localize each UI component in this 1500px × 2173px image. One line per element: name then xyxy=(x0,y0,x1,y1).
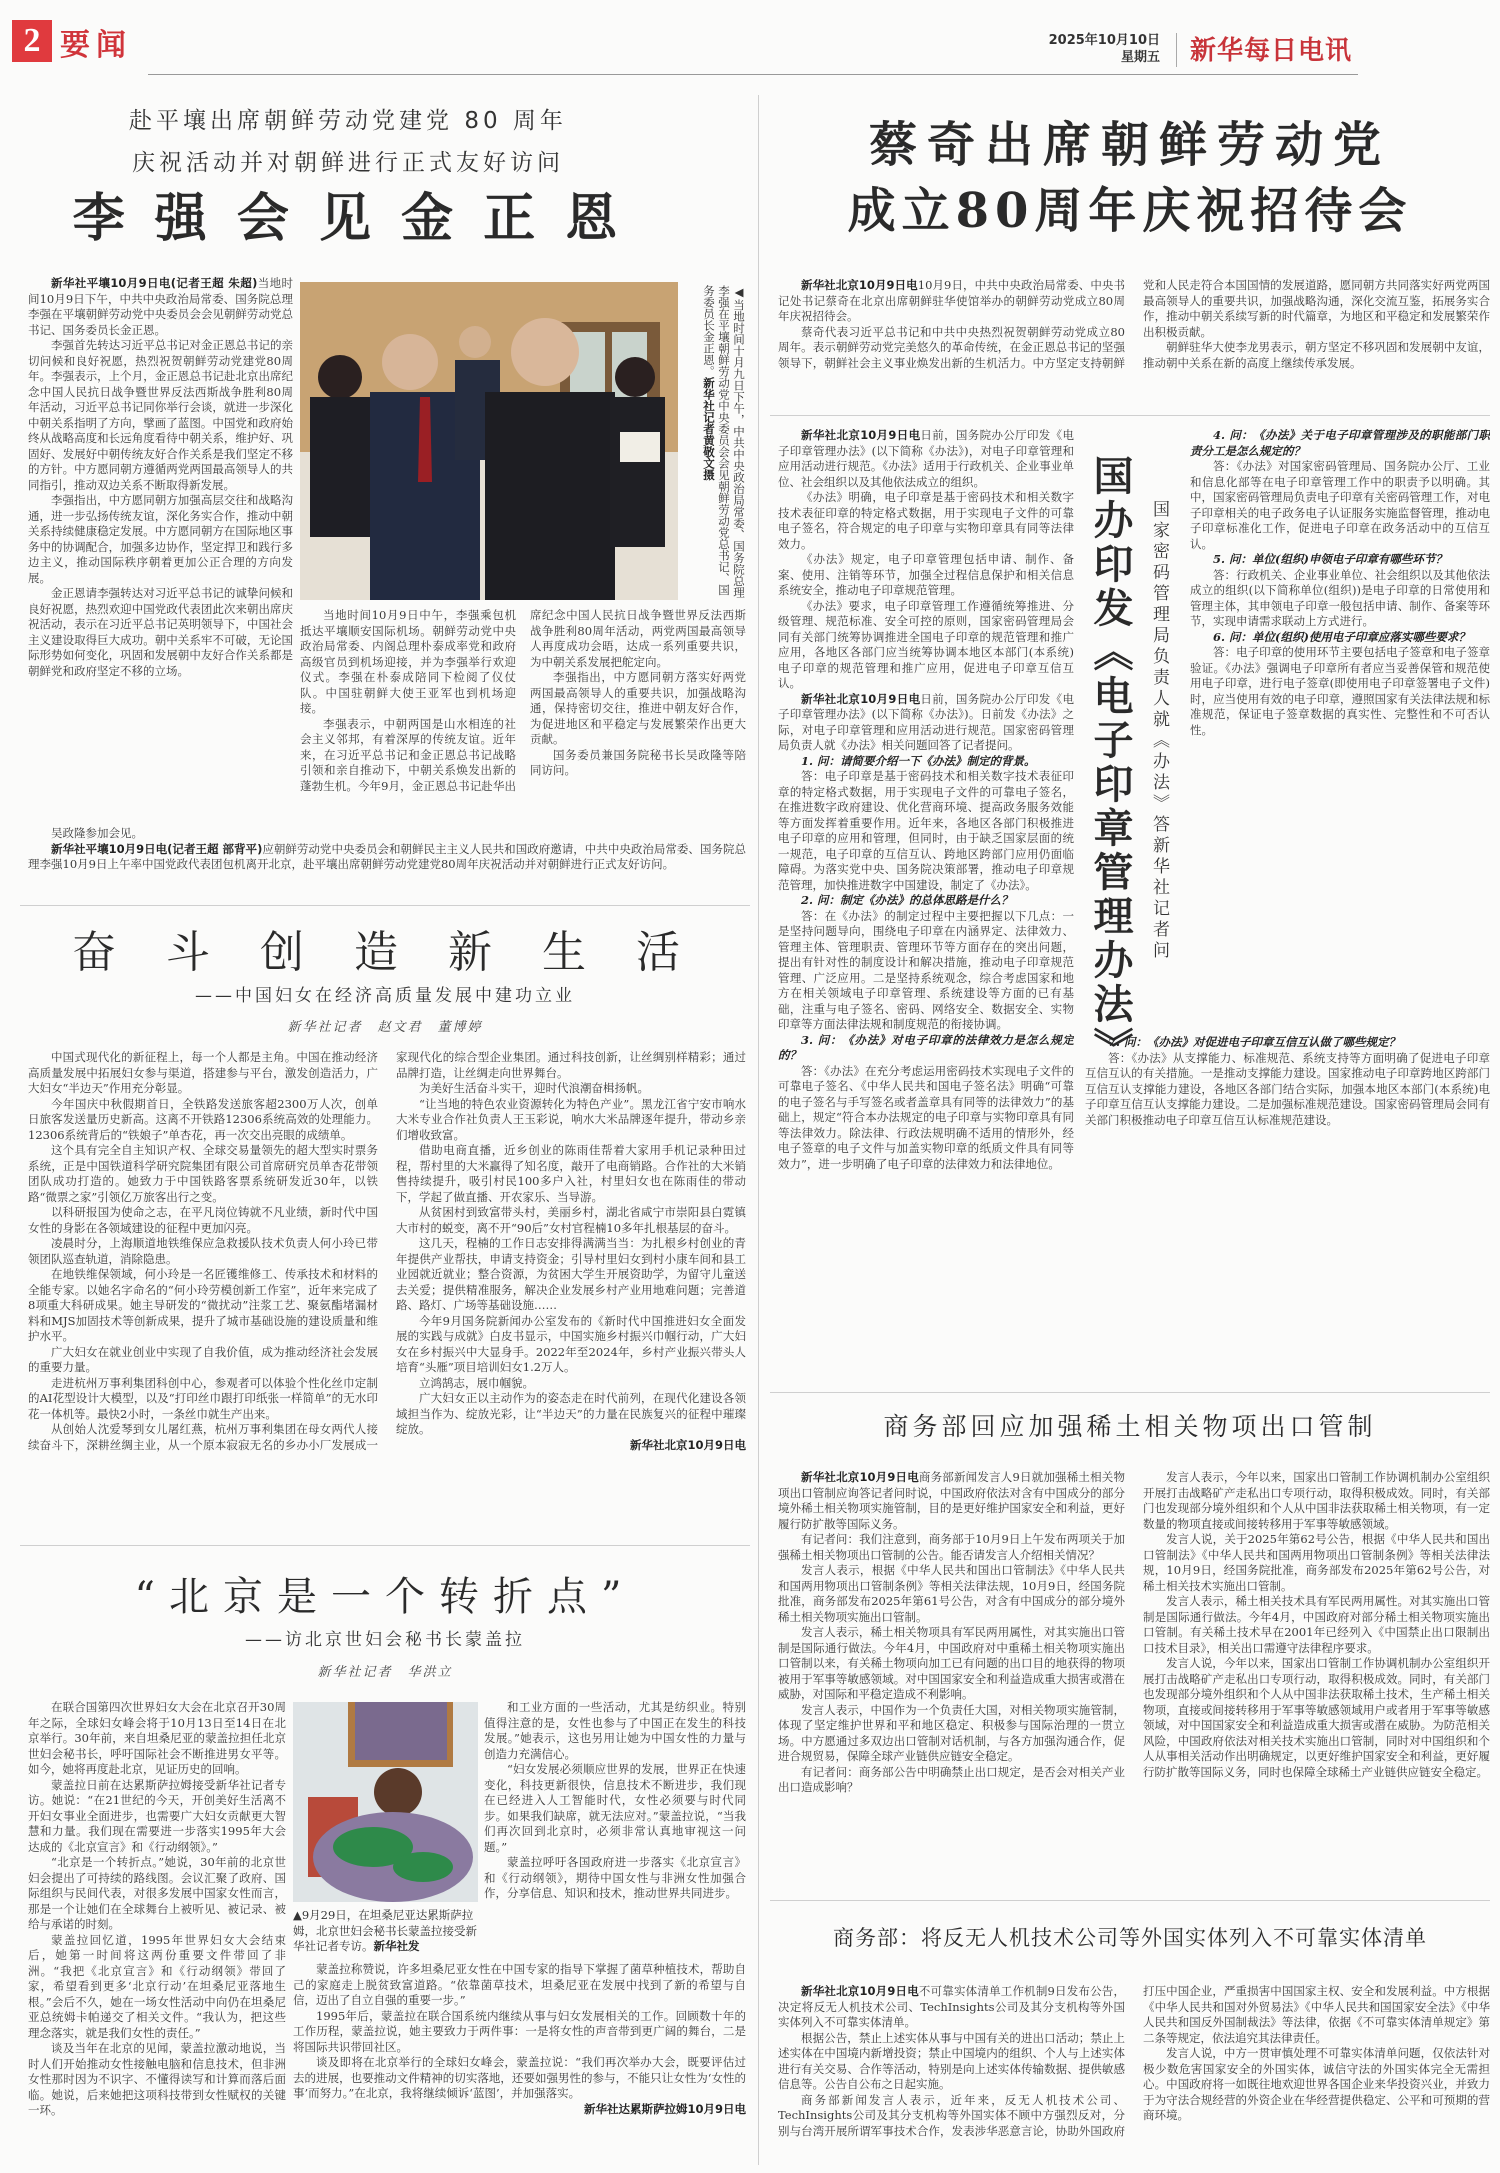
page-number-badge: 2 xyxy=(12,20,52,62)
issue-date-text: 2025年10月10日 xyxy=(1048,33,1160,48)
photo-credit: 新华社记者黄敬文摄 xyxy=(702,377,716,481)
dateline: 新华社北京10月9日电 xyxy=(801,278,918,292)
article-headline: 商务部：将反无人机技术公司等外国实体列入不可靠实体清单 xyxy=(833,1926,1427,1950)
photo-illustration xyxy=(293,1702,478,1902)
article-subhead-vertical: 国家密码管理局负责人就《办法》答新华社记者问 xyxy=(1149,500,1169,962)
article-body-e-seal: 新华社北京10月9日电日前，国务院办公厅印发《电子印章管理办法》(以下简称《办法》)，对电子印章管理和应用活动进行规范。《办法》适用于行政机关、企业事业单位、社会组织以及其他依法成立的组织。 《办法》明确，电子印章是基于密码技术和相关数字技术表征印章的特定格式数据，用于实现电子文件的可靠电子签名，符合规定的电子印章与实物印章具有同等法律效力。 《办法》规定，电子印章管理包括申请、制作、备案、使用、注销等环节，加强全过程信息保护和相关信息系统安全，推动电子印章规范管理。 《办法》要求，电子印章管理工作遵循统筹推进、分级管理、规范标准、安全可控的原则，国家密码管理局会同有关部门统筹协调推进全国电子印章的规范管理和推广应用，各地区各部门应当统筹协调本地区本部门(本系统)电子印章的规范管理和推广应用，促进电子印章互信互认。 新华社北京10月9日电日前，国务院办公厅印发《电子印章管理办法》(以下简称《办法》)。日前发《办法》之际，对电子印章管理和应用活动进行规范。国家密码管理局负责人就《办法》相关问题回答了记者提问。 1. 问：请简要介绍一下《办法》制定的背景。 答：电子印章是基于密码技术和相关数字技术表征印章的特定格式数据，用于实现电子文件的可靠电子签名，在推进数字政府建设、优化营商环境、提高政务服务效能等方面发挥着重要作用。近年来，各地区各部门积极推进电子印章的应用和管理，但同时，由于缺乏国家层面的统一规范，电子印章的互信互认、跨地区跨部门应用仍面临障碍。为落实党中央、国务院决策部署，推动电子印章规范管理，加快推进数字中国建设，制定了《办法》。 2. 问：制定《办法》的总体思路是什么？ 答：在《办法》的制定过程中主要把握以下几点：一是坚持问题导向，围绕电子印章在内涵界定、法律效力、管理主体、管理职责、管理环节等方面存在的突出问题，提出有针对性的制度设计和解决措施，推动电子印章规范管理、广泛应用。二是坚持系统观念，综合考虑国家和地方在相关领域电子印章管理、系统建设等方面的已有基础，注重与电子签名、密码、网络安全、数据安全、实物印章等方面法律法规和制度规范的衔接协调。 3. 问：《办法》对电子印章的法律效力是怎么规定的？ 答：《办法》在充分考虑运用密码技术实现电子文件的可靠电子签名、《中华人民共和国电子签名法》明确“可靠的电子签名与手写签名或者盖章具有同等的法律效力”的基础上，规定“符合本办法规定的电子印章与实物印章具有同等法律效力。除法律、行政法规明确不适用的情形外，经电子签章的电子文件与加盖实物印章的纸质文件具有同等效力”，进一步明确了电子印章的法律效力和法律地位。 xyxy=(778,428,1074,1171)
article-li-qiang-meets-kim xyxy=(28,100,746,254)
column-divider xyxy=(758,95,759,2165)
dateline: 新华社平壤10月9日电(记者王超 朱超) xyxy=(51,276,258,290)
newspaper-logo: 新华每日电讯 xyxy=(1190,36,1353,66)
article-signoff: 新华社北京10月9日电 xyxy=(629,1437,746,1452)
issue-date xyxy=(1049,32,1160,66)
article-body-cai-qi: 新华社北京10月9日电10月9日，中共中央政治局常委、中央书记处书记蔡奇在北京出席朝鲜驻华使馆举办的朝鲜劳动党成立80周年庆祝招待会。 蔡奇代表习近平总书记和中共中央热烈祝贺朝鲜劳动党成立80周年。表示朝鲜劳动党完美悠久的革命传统，在金正恩总书记的坚强领导下，朝鲜社会主义事业焕发出新的生机活力。中方坚定支持朝鲜党和人民走符合本国国情的发展道路，愿同朝方共同落实好两党两国最高领导人的重要共识，加强战略沟通，深化交流互鉴，拓展务实合作，推动中朝关系续写新的时代篇章，为地区和平稳定和发展繁荣作出积极贡献。 朝鲜驻华大使李龙男表示，朝方坚定不移巩固和发展朝中友谊，推动朝中关系在新的高度上继续传承发展。 xyxy=(778,278,1490,370)
article-byline: 新华社记者 华洪立 xyxy=(317,1665,453,1680)
article-body-li-kim-cont: 当地时间10月9日中午，李强乘包机抵达平壤顺安国际机场。朝鲜劳动党中央政治局常委、内阁总理朴泰成率党和政府高级官员到机场迎接，并为李强举行欢迎仪式。李强在朴泰成陪同下检阅了仪仗队。中国驻朝鲜大使王亚军也到机场迎接。 李强表示，中朝两国是山水相连的社会主义邻邦，有着深厚的传统友谊。近年来，在习近平总书记和金正恩总书记战略引领和亲自推动下，中朝关系焕发出新的蓬勃生机。今年9月，金正恩总书记赴华出席纪念中国人民抗日战争暨世界反法西斯战争胜利80周年活动，两党两国最高领导人再度成功会晤，达成一系列重要共识，为中朝关系发展把舵定向。 李强指出，中方愿同朝方落实好两党两国最高领导人的重要共识，加强战略沟通，保持密切交往，推进中朝友好合作，为促进地区和平稳定与发展繁荣作出更大贡献。 国务委员兼国务院秘书长吴政隆等陪同访问。 xyxy=(300,608,746,793)
article-body-beijing-bottom: 蒙盖拉称赞说，许多坦桑尼亚女性在中国专家的指导下掌握了菌草种植技术，帮助自己的家庭走上脱贫致富道路。“依靠菌草技术，坦桑尼亚在发展中找到了新的希望与自信，迈出了自立自强的重要一步。” 1995年后，蒙盖拉在联合国系统内继续从事与妇女发展相关的工作。回顾数十年的工作历程，蒙盖拉说，她主要致力于两件事：一是将女性的声音带到更广阔的舞台，二是将国际共识带回社区。 谈及即将在北京举行的全球妇女峰会，蒙盖拉说：“我们再次举办大会，既要评估过去的进展，也要推动文件精神的切实落地，还要如强男性的参与，不能只让女性为‘女性的事’而努力。”在北京，我将继续倾诉‘蓝图’，并加强落实。 新华社达累斯萨拉姆10月9日电 xyxy=(293,1962,746,2116)
article-body-unreliable: 新华社北京10月9日电不可靠实体清单工作机制9日发布公告，决定将反无人机技术公司、TechInsights公司及其分支机构等外国实体列入不可靠实体清单。 根据公告，禁止上述实体从事与中国有关的进出口活动；禁止上述实体在中国境内新增投资；禁止中国境内的组织、个人与上述实体进行有关交易、合作等活动，特别是向上述实体传输数据、提供敏感信息等。公告自公布之日起实施。 商务部新闻发言人表示，近年来，反无人机技术公司、TechInsights公司及其分支机构等外国实体不顾中方强烈反对，分别与台湾开展所谓军事技术合作，发表涉华恶意言论，协助外国政府打压中国企业，严重损害中国国家主权、安全和发展利益。中方根据《中华人民共和国对外贸易法》《中华人民共和国国家安全法》《中华人民共和国反外国制裁法》等法律，依据《不可靠实体清单规定》第二条等规定，依法追究其法律责任。 发言人说，中方一贯审慎处理不可靠实体清单问题，仅依法针对极少数危害国家安全的外国实体，诚信守法的外国实体完全无需担心。中国政府将一如既往地欢迎世界各国企业来华投资兴业，并致力于为守法合规经营的外资企业在华经营提供稳定、公平和可预期的营商环境。 xyxy=(778,1984,1490,2138)
article-byline: 新华社记者 赵文君 董博婷 xyxy=(287,1020,483,1035)
issue-weekday: 星期五 xyxy=(1120,50,1160,65)
article-beijing-turning-point xyxy=(20,1570,750,1690)
article-unreliable-entity-list xyxy=(770,1918,1490,1958)
article-headline: 商务部回应加强稀土相关物项出口管制 xyxy=(883,1412,1377,1441)
article-body-beijing-col1: 在联合国第四次世界妇女大会在北京召开30周年之际，全球妇女峰会将于10月13日至14日在北京举行。30年前，来自坦桑尼亚的蒙盖拉担任北京世妇会秘书长，呼吁国际社会不断推进男女平等。如今，她将再度赴北京，见证历史的回响。 蒙盖拉日前在达累斯萨拉姆接受新华社记者专访。她说：“在21世纪的今天，开创美好生活离不开妇女事业全面进步，也需要广大妇女贡献更大智慧和力量。我们现在需要进一步落实1995年大会达成的《北京宣言》和《行动纲领》。” “北京是一个转折点。”她说，30年前的北京世妇会提出了可持续的路线图。会议汇聚了政府、国际组织与民间代表，对很多发展中国家女性而言，那是一个让她们在全球舞台上被听见、被记录、被给与承诺的时刻。 蒙盖拉回忆道，1995年世界妇女大会结束后，她第一时间将这两份重要文件带回了非洲。“我把《北京宣言》和《行动纲领》带回了家，希望看到更多‘北京行动’在坦桑尼亚落地生根。”会后不久，她在一场女性活动中向仍在坦桑尼亚总统姆卡帕递交了相关文件。“我认为，把这些理念落实，就是我们女性的责任。” 谈及当年在北京的见闻，蒙盖拉激动地说，当时人们开始推动女性接触电脑和信息技术，但非洲女性那时因为不识字、不懂得读写和计算而落后面临。她说，后来她把这项科技带到女性赋权的关键一环。 xyxy=(28,1700,286,2117)
article-body-rare-earth: 新华社北京10月9日电商务部新闻发言人9日就加强稀土相关物项出口管制应询答记者问时说，中国政府依法对含有中国成分的部分境外稀土相关物项实施管制，目的是更好维护国家安全和利益，更好履行防扩散等国际义务。 有记者问：我们注意到，商务部于10月9日上午发布两项关于加强稀土相关物项出口管制的公告。能否请发言人介绍相关情况？ 发言人表示，根据《中华人民共和国出口管制法》《中华人民共和国两用物项出口管制条例》等相关法律法规，10月9日，经国务院批准，商务部发布2025年第61号公告，对含有中国成分的部分境外稀土相关物项实施出口管制。 发言人表示，稀土相关物项具有军民两用属性，对其实施出口管制是国际通行做法。今年4月，中国政府对中重稀土相关物项实施出口管制以来，有关稀土物项向加工已有问题的出口目的地获得的物项被用于军事等敏感领域。对中国国家安全和利益造成重大损害或潜在威胁，对国际和平稳定造成不利影响。 发言人表示，中国作为一个负责任大国，对相关物项实施管制，体现了坚定维护世界和平和地区稳定、积极参与国际治理的一贯立场。中方愿通过多双边出口管制对话机制，与各方加强沟通合作，促进合规贸易，保障全球产业链供应链安全稳定。 有记者问：商务部公告中明确禁止出口规定，是否会对相关产业出口造成影响？ 发言人表示，今年以来，国家出口管制工作协调机制办公室组织开展打击战略矿产走私出口专项行动，取得积极成效。同时，有关部门也发现部分境外组织和个人从中国非法获取稀土相关物项，有一定数量的物项直接或间接转移用于军事等敏感领域。 发言人说，关于2025年第62号公告，根据《中华人民共和国出口管制法》《中华人民共和国两用物项出口管制条例》等相关法律法规，10月9日，经国务院批准，商务部发布2025年第62号公告，对稀土相关技术实施出口管制。 发言人表示，稀土相关技术具有军民两用属性。对其实施出口管制是国际通行做法。今年4月，中国政府对部分稀土相关物项实施出口管制。有关稀土技术早在2001年已经列入《中国禁止出口限制出口技术目录》，相关出口需遵守法律程序要求。 发言人说，今年以来，国家出口管制工作协调机制办公室组织开展打击战略矿产走私出口专项行动，取得积极成效。同时，有关部门也发现部分境外组织和个人从中国非法获取稀土技术，生产稀土相关物项，直接或间接转移用于军事等敏感领域用户或者用于军事等敏感领域，对中国国家安全和利益造成重大损害或潜在威胁。为防范相关风险，中国政府依法对相关技术实施出口管制，同时对中国组织和个人从事相关活动作出明确规定，以更好维护国家安全和利益，更好履行防扩散等国际义务，同时也保障全球稀土产业链供应链安全稳定。 xyxy=(778,1470,1490,1794)
article-body-e-seal-qa: 4. 问：《办法》关于电子印章管理涉及的职能部门职责分工是怎么规定的？ 答：《办法》对国家密码管理局、国务院办公厅、工业和信息化部等在电子印章管理工作中的职责予以明确。其中，国家密码管理局负责电子印章有关密码管理工作，对电子印章相关的电子政务电子认证服务实施监督管理，推动电子印章标准化工作，促进电子印章在政务活动中的互信互认。 5. 问：单位(组织)申领电子印章有哪些环节？ 答：行政机关、企业事业单位、社会组织以及其他依法成立的组织(以下简称单位(组织))是电子印章的日常使用和管理主体，其申领电子印章一般包括申请、制作、备案等环节，实现申请需求联动上方式进行。 6. 问：单位(组织)使用电子印章应落实哪些要求？ 答：电子印章的使用环节主要包括电子签章和电子签章验证。《办法》强调电子印章所有者应当妥善保管和规范使用电子印章，进行电子签章(即使用电子印章签署电子文件)时，应当使用有效的电子印章，遵照国家有关法律法规和标准规范，保证电子签章数据的真实性、完整性和不可否认性。 xyxy=(1190,428,1490,737)
photo-li-qiang-kim-jong-un xyxy=(300,282,678,600)
article-body-li-kim-visit: 吴政隆参加会见。 新华社平壤10月9日电(记者王超 部背平)应朝鲜劳动党中央委员会和朝鲜民主主义人民共和国政府邀请，中共中央政治局常委、国务院总理李强10月9日上午率中国党政代表团包机离开北京，赴平壤出席朝鲜劳动党建党80周年庆祝活动并对朝鲜进行正式友好访问。 xyxy=(28,826,746,871)
article-subhead: ——访北京世妇会秘书长蒙盖拉 xyxy=(245,1630,525,1650)
section-title: 要闻 xyxy=(60,28,132,63)
article-cai-qi-reception xyxy=(770,112,1490,244)
masthead-separator xyxy=(1176,33,1177,67)
article-headline: “北京是一个转折点” xyxy=(134,1574,636,1620)
article-headline-line1: 蔡奇出席朝鲜劳动党 xyxy=(868,117,1391,173)
article-headline-line2: 成立80周年庆祝招待会 xyxy=(847,183,1413,239)
dateline: 新华社北京10月9日电 xyxy=(801,1984,919,1998)
article-body-li-kim: 新华社平壤10月9日电(记者王超 朱超)当地时间10月9日下午，中共中央政治局常委、国务院总理李强在平壤朝鲜劳动党中央委员会会见朝鲜劳动党总书记、国务委员长金正恩。 李强首先转达习近平总书记对金正恩总书记的亲切问候和良好祝愿，热烈祝贺朝鲜劳动党建党80周年。李强表示，上个月，金正恩总书记赴北京出席纪念中国人民抗日战争暨世界反法西斯战争胜利80周年活动，习近平总书记同你举行会谈，就进一步深化中朝关系指明了方向，擘画了蓝图。中国党和政府始终从战略高度和长远角度看待中朝关系，维护好、巩固好、发展好中朝传统友好合作关系是我们坚定不移的方针。中方愿同朝方遵循两党两国最高领导人的共同指引，推动双边关系不断取得新发展。 李强指出，中方愿同朝方加强高层交往和战略沟通，进一步弘扬传统友谊，深化务实合作，推动中朝关系持续健康稳定发展。中方愿同朝方在国际地区事务中的协调配合，加强多边协作，坚定捍卫和践行多边主义，推动国际秩序朝着更加公正合理的方向发展。 金正恩请李强转达对习近平总书记的诚挚问候和良好祝愿，热烈欢迎中国党政代表团此次来朝出席庆祝活动，表示在习近平总书记英明领导下，中国社会主义建设取得巨大成功。朝中关系牢不可破，无论国际形势如何变化，巩固和发展朝中友好合作关系都是朝鲜党和政府坚定不移的立场。 xyxy=(28,276,293,678)
dateline: 新华社北京10月9日电 xyxy=(801,1470,919,1484)
masthead-rule xyxy=(148,74,1358,75)
section-divider xyxy=(770,1900,1490,1901)
article-subhead: ——中国妇女在经济高质量发展中建功立业 xyxy=(195,986,575,1006)
section-divider xyxy=(770,1392,1490,1393)
dateline: 新华社北京10月9日电 xyxy=(801,428,921,442)
photo-mongella xyxy=(293,1702,478,1902)
section-divider xyxy=(20,905,750,906)
photo-caption-vertical: ◀当地时间十月九日下午，中共中央政治局常委、国务院总理李强在平壤朝鲜劳动党中央委员会会见朝鲜劳动党总书记、国务委员长金正恩。新华社记者黄敬文摄 xyxy=(702,285,746,598)
masthead xyxy=(0,0,1500,80)
article-rare-earth-export-control xyxy=(770,1405,1490,1449)
section-divider xyxy=(20,1545,750,1546)
article-body-e-seal-qa-cont: 7. 问：《办法》对促进电子印章互信互认做了哪些规定？ 答：《办法》从支撑能力、标准规范、系统支持等方面明确了促进电子印章互信互认的有关措施。一是推动支撑能力建设。国家推动电子印章跨地区跨部门互信互认支撑能力建设，各地区各部门结合实际，加强本地区本部门(本系统)电子印章互信互认支撑能力建设。二是加强标准规范建设。国家密码管理局会同有关部门积极推动电子印章互信互认标准规范建设。 xyxy=(1085,1035,1490,1127)
article-headline-vertical: 国办印发《电子印章管理办法》 xyxy=(1087,455,1134,1071)
article-kicker-line2: 庆祝活动并对朝鲜进行正式友好访问 xyxy=(132,150,564,176)
article-signoff: 新华社达累斯萨拉姆10月9日电 xyxy=(583,2101,746,2116)
article-body-women: 中国式现代化的新征程上，每一个人都是主角。中国在推动经济高质量发展中拓展妇女参与渠道，搭建参与平台，激发创造活力，广大妇女“半边天”作用充分彰显。 今年国庆中秋假期首日，全铁路发送旅客超2300万人次，创单日旅客发送量历史新高。这离不开铁路12306系统高效的处理能力。12306系统背后的“铁娘子”单杏花，再一次交出亮眼的成绩单。 这个具有完全自主知识产权、全球交易量领先的超大型实时票务系统，正是中国铁道科学研究院集团有限公司首席研究员单杏花带领团队成功打造的。她致力于中国铁路客票系统研发近30年，以铁路“微票之家”引领亿万旅客出行之变。 以科研报国为使命之志，在平凡岗位铸就不凡业绩，新时代中国女性的身影在各领域建设的征程中更加闪亮。 凌晨时分，上海顺道地铁维保应急救援队技术负责人何小玲已带领团队巡查轨道，消除隐患。 在地铁维保领域，何小玲是一名匠镬维修工、传承技术和材料的全能专家。以她名字命名的“何小玲劳模创新工作室”，近年来完成了8项重大科研成果。她主导研发的“微扰动”注浆工艺、聚氨酯堵漏材料和MJS加固技术等创新成果，提升了城市基础设施的建设质量和维护水平。 广大妇女在就业创业中实现了自我价值，成为推动经济社会发展的重要力量。 走进杭州万事利集团科创中心，参观者可以体验个性化丝巾定制的AI花型设计大模型，以及“打印丝巾跟打印纸张一样简单”的无水印花一体机等。最快2小时，一条丝巾就生产出来。 从创始人沈爱琴到女儿屠红燕，杭州万事利集团在母女两代人接续奋斗下，深耕丝绸主业，从一个原本寂寂无名的乡办小厂发展成一家现代化的综合型企业集团。通过科技创新，让丝绸别样精彩；通过品牌打造，让丝绸走向世界舞台。 为美好生活奋斗实干，迎时代浪潮奋楫扬帆。 “让当地的特色农业资源转化为特色产业”。黑龙江省宁安市响水大米专业合作社负责人王玉彩说，响水大米品牌逐年提升，带动乡亲们增收致富。 借助电商直播，近乡创业的陈雨佳帮着大家用手机记录种田过程，帮村里的大米赢得了知名度，敲开了电商销路。合作社的大米销售持续提升，吸引村民100多户入社，村里妇女也在陈雨佳的带动下，学起了做直播、开农家乐、当导游。 从贫困村到致富带头村，美丽乡村，湖北省咸宁市崇阳县白霓镇大市村的蜕变，离不开“90后”女村官程楠10多年扎根基层的奋斗。 这几天，程楠的工作日志安排得满满当当：为扎根乡村创业的青年提供产业帮扶，申请支持资金；引导村里妇女到村小康车间和县工业园就近就业；整合资源，为贫困大学生开展资助学，为留守儿童送去关爱；提供精准服务，解决企业发展乡村产业用地难问题；完善道路、路灯、广场等基础设施…… 今年9月国务院新闻办公室发布的《新时代中国推进妇女全面发展的实践与成就》白皮书显示，中国实施乡村振兴巾帼行动，广大妇女在乡村振兴中大显身手。2022年至2024年，乡村产业振兴带头人培育“头雁”项目培训妇女1.2万人。 立鸿鹄志，展巾帼貌。 广大妇女正以主动作为的姿态走在时代前列，在现代化建设各领域担当作为、绽放光彩，让“半边天”的力量在民族复兴的征程中璀璨绽放。 新华社北京10月9日电 xyxy=(28,1050,746,1452)
article-body-beijing-col3: 和工业方面的一些活动，尤其是纺织业。特别值得注意的是，女性也参与了中国正在发生的科技发展。”她表示，这也另用让她为中国女性的力量与创造力充满信心。 “妇女发展必须顺应世界的发展，世界正在快速变化，科技更新很快，信息技术不断进步，我们现在已经进入人工智能时代，女性必须要与时代同步。如果我们缺席，就无法应对。”蒙盖拉说，“当我们再次回到北京时，必须非常认真地审视这一问题。” 蒙盖拉呼吁各国政府进一步落实《北京宣言》和《行动纲领》，期待中国女性与非洲女性加强合作，分享信息、知识和技术，推动世界共同进步。 xyxy=(484,1700,746,1900)
photo-illustration xyxy=(300,282,678,600)
photo-credit: 新华社发 xyxy=(373,1939,420,1953)
article-kicker-line1: 赴平壤出席朝鲜劳动党建党 80 周年 xyxy=(129,108,567,134)
article-women-new-life xyxy=(20,925,750,1045)
article-headline: 李 强 会 见 金 正 恩 xyxy=(72,188,624,249)
photo-caption: ▲9月29日，在坦桑尼亚达累斯萨拉姆，北京世妇会秘书长蒙盖拉接受新华社记者专访。新华社发 xyxy=(293,1908,477,1953)
section-divider xyxy=(770,415,1490,416)
article-headline: 奋 斗 创 造 新 生 活 xyxy=(72,927,698,978)
